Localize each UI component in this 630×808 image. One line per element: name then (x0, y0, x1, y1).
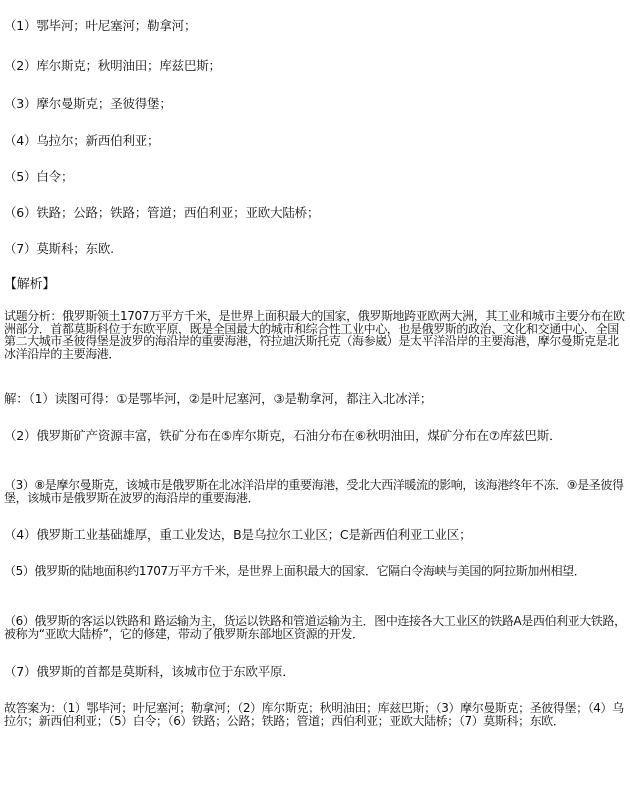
solution-step-7: （7）俄罗斯的首都是莫斯科，该城市位于东欧平原． (4, 664, 295, 679)
answer-line-6: （6）铁路；公路；铁路；管道；西伯利亚；亚欧大陆桥； (4, 205, 320, 220)
answer-line-3: （3）摩尔曼斯克；圣彼得堡； (4, 96, 172, 111)
answer-line-7: （7）莫斯科；东欧. (4, 241, 114, 256)
analysis-heading: 【解析】 (4, 277, 56, 292)
solution-step-6: （6）俄罗斯的客运以铁路和 路运输为主，货运以铁路和管道运输为主．图中连接各大工业区的铁路A是西伯利亚大铁路，被称为“亚欧大陆桥”，它的修建，带动了俄罗斯东部地区资源的开发． (4, 614, 626, 641)
solution-step-1: 解：（1）读图可得：①是鄂毕河，②是叶尼塞河，③是勒拿河，都注入北冰洋； (4, 391, 433, 406)
final-answer: 故答案为：（1）鄂毕河；叶尼塞河；勒拿河；（2）库尔斯克；秋明油田；库兹巴斯；（3）摩尔曼斯克；圣彼得堡；（4）乌拉尔；新西伯利亚；（5）白令；（6）铁路；公路；铁路；管道；西伯利亚；亚欧大陆桥；（7）莫斯科；东欧． (4, 701, 624, 728)
solution-step-5: （5）俄罗斯的陆地面积约1707万平方千米，是世界上面积最大的国家．它隔白令海峡与美国的阿拉斯加州相望． (4, 564, 586, 578)
solution-step-3: （3）⑧是摩尔曼斯克，该城市是俄罗斯在北冰洋沿岸的重要海港，受北大西洋暖流的影响，该海港终年不冻．⑨是圣彼得堡，该城市是俄罗斯在波罗的海沿岸的重要海港． (4, 478, 624, 505)
solution-step-4: （4）俄罗斯工业基础雄厚，重工业发达，B是乌拉尔工业区；C是新西伯利亚工业区； (4, 527, 472, 542)
analysis-intro: 试题分析：俄罗斯领土1707万平方千米，是世界上面积最大的国家，俄罗斯地跨亚欧两大洲，其工业和城市主要分布在欧洲部分．首都莫斯科位于东欧平原，既是全国最大的城市和综合性工业中心，也是俄罗斯的政治、文化和交通中心．全国第二大城市圣彼得堡是波罗的海沿岸的重要海港，符拉迪沃斯托克（海参崴）是太平洋沿岸的主要海港，摩尔曼斯克是北冰洋沿岸的主要海港． (4, 309, 625, 361)
answer-line-2: （2）库尔斯克；秋明油田；库兹巴斯； (4, 58, 221, 73)
solution-step-2: （2）俄罗斯矿产资源丰富，铁矿分布在⑤库尔斯克，石油分布在⑥秋明油田，煤矿分布在⑦库兹巴斯． (4, 428, 562, 443)
answer-line-5: （5）白令； (4, 169, 74, 184)
answer-line-1: （1）鄂毕河；叶尼塞河；勒拿河； (4, 18, 197, 33)
answer-line-4: （4）乌拉尔；新西伯利亚； (4, 133, 160, 148)
